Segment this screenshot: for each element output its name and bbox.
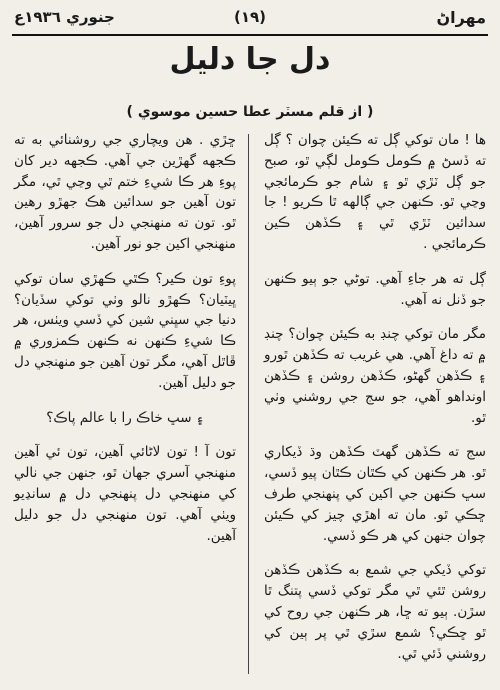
paragraph: ڇڙي . هن ويچاري جي روشنائي به ته ڪجهه گهڙين جي آهي. ڪجهه دير کان پوءِ هر ڪا شيءِ ختم ٿي وڃي ٿي، مگر تون آهين جو سدائين هڪ جهڙو رهين ٿو. تون ته منهنجي دل جو سرور آهين، منهنجي اکين جو نور آهين. [14, 132, 236, 252]
page-header [14, 6, 486, 32]
journal-name: مهراڻ [436, 8, 486, 27]
column-divider [248, 134, 249, 674]
paragraph: ها ! مان توکي ڳل ته ڪيئن چوان ؟ ڳل ته ڏسڻ ۾ ڪومل ڪومل لڳي ٿو، صبح جو ڳل ٽڙي ٿو ۽ شام جو ڪرمائجي وڃي ٿو. ڪنهن جي ڳالهه ٿا ڪريو ! جا سدائين ٽڙي ٿي ۽ ڪڏهن ڪين ڪرمائجي . [264, 132, 486, 252]
paragraph: توکي ڏيکي جي شمع به ڪڏهن ڪڏهن روشن ٿئي ٿي مگر توکي ڏسي پتنگ ٿا سڙن. ٻيو ته ڇا، هر ڪنهن جي روح کي ٿو ڇڪي؟ شمع سڙي ٿي پر ٻين کي روشني ڏئي ٿي. [264, 562, 486, 662]
paragraph: تون آ ! تون لاڻائي آهين، تون ئي آهين منهنجي آسري جهان ٿو، جنهن جي نالي کي منهنجي دل پنهنجي دل ۾ سانڍيو ويٺي آهي. تون منهنجي دل جو دليل آهين. [14, 444, 236, 544]
paragraph: ڳل ته هر جاءِ آهي. توڻي جو ٻيو ڪنهن جو ڏنل نه آهي. [264, 270, 486, 308]
issue-date: جنوري ١٩٣٦ع [14, 8, 115, 26]
right-column [264, 130, 486, 678]
paragraph: سج ته ڪڏهن گهٽ ڪڏهن وڌ ڏيکاري ٿو. هر ڪنهن کي ڪٿان ڪٿان پيو ڏسي، سڀ ڪنهن جي اکين کي پنهنجي طرف ڇڪي ٿو. مان ته اهڙي چيز کي ڪيئن چوان جنهن کي هر ڪو ڏسي. [264, 444, 486, 544]
article-byline: ( از قلم مسٽر عطا حسين موسوي ) [126, 104, 374, 120]
paragraph: مگر مان توکي چنڊ به ڪيئن چوان؟ چنڊ ۾ ته داغ آهي. هي غريب ته ڪڏهن ٿورو ۽ ڪڏهن گهڻو، ڪڏهن روشن ۽ ڪڏهن اونداهو آهي، جو سج جي روشني وٺي ٿو. [264, 326, 486, 426]
article-title: دل جا دليل [169, 42, 331, 77]
page-number: (١٩) [233, 8, 267, 26]
left-column [14, 130, 236, 560]
verse-line: ۽ سڀ خاڪ را با عالم پاڪ؟ [46, 409, 204, 426]
paragraph: پوءِ تون ڪير؟ ڪٿي ڪهڙي سان توکي ڀيٽيان؟ ڪهڙو نالو وٺي توکي سڏيان؟ دنيا جي سڀني شين کي ڏسي ويٺس، هر ڪا شيءِ ڪنهن نه ڪنهن ڪمزوري ۾ ڦاٿل آهي، مگر تون آهين جو منهنجي دل جو دليل آهين. [14, 270, 236, 391]
header-rule [12, 34, 488, 36]
